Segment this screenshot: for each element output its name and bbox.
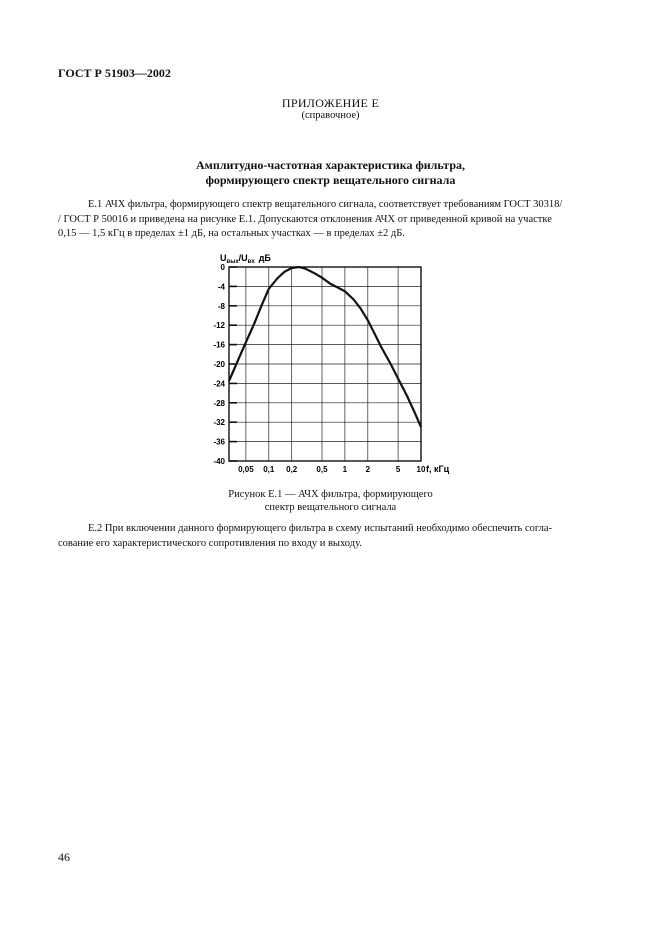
paragraph-e2: [58, 522, 601, 551]
paragraph-e1: [58, 198, 601, 242]
chart-x-tick-label: 0,05: [238, 465, 254, 474]
chart-y-tick-label: -28: [213, 398, 225, 408]
chart-y-tick-label: -40: [213, 457, 225, 466]
chart-y-tick-label: -32: [213, 418, 225, 428]
chart-y-tick-label: -8: [217, 301, 225, 311]
appendix-subtitle: (справочное): [301, 110, 360, 121]
section-title-line-1: Амплитудно-частотная характеристика фильтра,: [196, 158, 465, 172]
chart-y-tick-label: -4: [217, 282, 225, 292]
frequency-response-chart: [200, 248, 450, 478]
chart-x-tick-label: 1: [342, 465, 348, 474]
appendix-title: ПРИЛОЖЕНИЕ Е: [281, 96, 380, 110]
chart-x-tick-label: 0,2: [286, 465, 298, 474]
chart-x-axis-label: f, кГц: [426, 464, 450, 474]
paragraph-e1-line-3: 0,15 — 1,5 кГц в пределах ±1 дБ, на остальных участках — в пределах ±2 дБ.: [58, 228, 405, 239]
paragraph-e2-line-2: сование его характеристического сопротивления по входу и выходу.: [58, 537, 362, 549]
chart-x-tick-label: 0,5: [316, 465, 328, 474]
paragraph-e1-line-2: / ГОСТ Р 50016 и приведена на рисунке Е.1. Допускаются отклонения АЧХ от приведенной кривой на участке: [58, 213, 552, 225]
chart-y-tick-label: -24: [213, 379, 225, 389]
chart-x-tick-label: 5: [395, 465, 401, 474]
paragraph-e2-line-1: Е.2 При включении данного формирующего фильтра в схему испытаний необходимо обеспечить согла-: [88, 523, 553, 534]
figure-caption: [0, 488, 661, 514]
chart-y-tick-label: 0: [220, 263, 225, 272]
section-title: [0, 158, 661, 188]
chart-x-tick-label: 0,1: [263, 465, 275, 474]
page-number: 46: [58, 850, 70, 864]
paragraph-e1-line-1: Е.1 АЧХ фильтра, формирующего спектр вещательного сигнала, соответствует требованиям ГОСТ 30318/: [88, 199, 563, 210]
figure-caption-line-1: Рисунок Е.1 — АЧХ фильтра, формирующего: [228, 489, 433, 500]
chart-y-tick-label: -16: [213, 340, 225, 350]
section-title-line-2: формирующего спектр вещательного сигнала: [205, 173, 456, 187]
chart-x-tick-label: 10: [416, 465, 426, 474]
document-code: ГОСТ Р 51903—2002: [58, 66, 171, 80]
figure-caption-line-2: спектр вещательного сигнала: [264, 502, 397, 513]
chart-x-tick-label: 2: [365, 465, 371, 474]
chart-y-tick-label: -12: [213, 321, 225, 331]
chart-y-tick-label: -20: [213, 360, 225, 369]
chart-y-tick-label: -36: [213, 437, 225, 447]
chart-y-axis-label: $U_{вых}/U_{вх}$ дБ: [220, 253, 271, 265]
